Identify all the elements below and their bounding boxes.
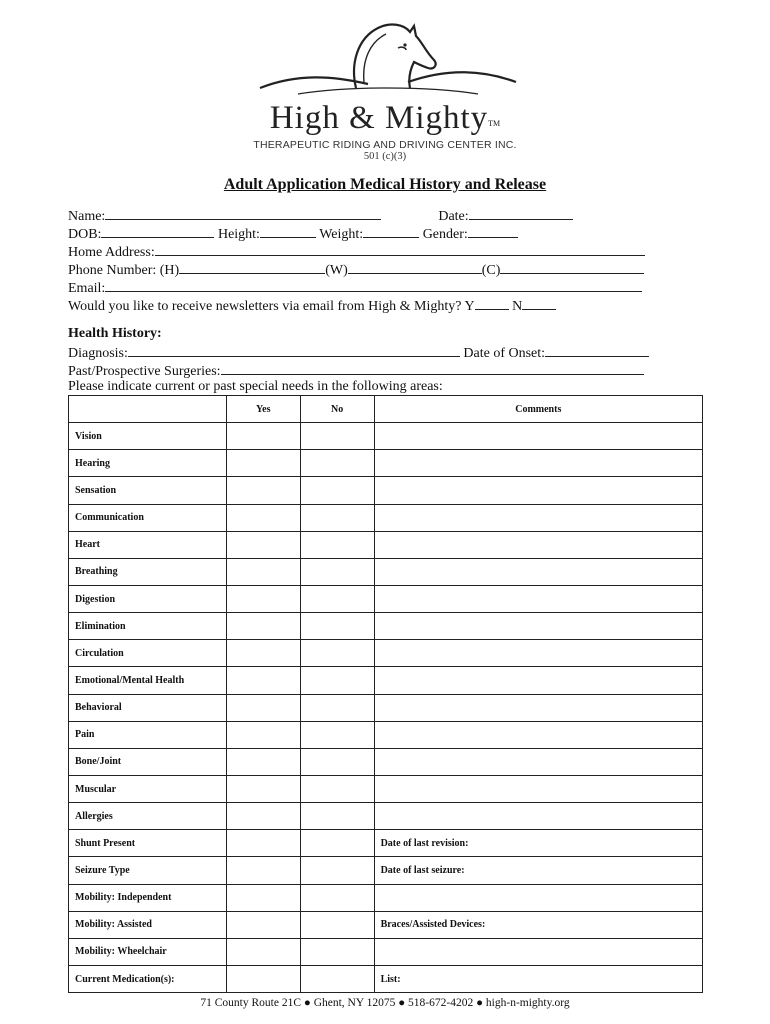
yes-cell[interactable] (226, 884, 300, 911)
comments-cell[interactable] (374, 477, 702, 504)
table-row (69, 585, 703, 612)
onset-label: Date of Onset: (463, 346, 546, 361)
no-cell[interactable] (300, 911, 374, 938)
comments-cell[interactable] (374, 585, 702, 612)
table-row (69, 884, 703, 911)
yes-cell[interactable] (226, 450, 300, 477)
comments-cell[interactable] (374, 640, 702, 667)
header-no: No (300, 396, 374, 423)
name-label: Name: (68, 209, 106, 224)
row-label: Circulation (69, 640, 227, 667)
table-row (69, 477, 703, 504)
yes-cell[interactable] (226, 694, 300, 721)
brand-nonprofit-status: 501 (c)(3) (363, 151, 407, 162)
comments-cell[interactable] (374, 531, 702, 558)
row-label: Current Medication(s): (69, 965, 227, 992)
no-cell[interactable] (300, 531, 374, 558)
row-label: Muscular (69, 775, 227, 802)
height-label: Height: (217, 227, 260, 242)
row-label: Pain (69, 721, 227, 748)
yes-cell[interactable] (226, 748, 300, 775)
phone-cell-label: (C) (481, 263, 501, 278)
comments-cell[interactable] (374, 775, 702, 802)
no-cell[interactable] (300, 423, 374, 450)
health-history-heading: Health History: (68, 326, 162, 341)
weight-field[interactable] (363, 225, 419, 238)
diagnosis-field[interactable] (128, 344, 460, 357)
yes-cell[interactable] (226, 640, 300, 667)
table-row (69, 775, 703, 802)
no-cell[interactable] (300, 613, 374, 640)
no-cell[interactable] (300, 558, 374, 585)
table-row (69, 938, 703, 965)
comments-cell[interactable] (374, 803, 702, 830)
row-label: Sensation (69, 477, 227, 504)
no-cell[interactable] (300, 775, 374, 802)
comments-cell[interactable] (374, 613, 702, 640)
comments-cell[interactable] (374, 748, 702, 775)
table-row (69, 450, 703, 477)
email-field[interactable] (105, 279, 642, 292)
table-row (69, 911, 703, 938)
row-label: Allergies (69, 803, 227, 830)
no-cell[interactable] (300, 640, 374, 667)
comments-cell[interactable]: Date of last seizure: (374, 857, 702, 884)
onset-field[interactable] (545, 344, 649, 357)
name-field[interactable] (105, 207, 381, 220)
table-row (69, 558, 703, 585)
dob-field[interactable] (101, 225, 214, 238)
table-row (69, 667, 703, 694)
no-cell[interactable] (300, 477, 374, 504)
row-label: Elimination (69, 613, 227, 640)
yes-cell[interactable] (226, 477, 300, 504)
comments-cell[interactable]: List: (374, 965, 702, 992)
name-date-line (68, 207, 573, 225)
no-cell[interactable] (300, 965, 374, 992)
gender-label: Gender: (422, 227, 468, 242)
yes-cell[interactable] (226, 857, 300, 884)
phone-cell-field[interactable] (500, 261, 644, 274)
no-cell[interactable] (300, 450, 374, 477)
comments-cell[interactable]: Braces/Assisted Devices: (374, 911, 702, 938)
weight-label: Weight: (319, 227, 364, 242)
row-label: Bone/Joint (69, 748, 227, 775)
yes-cell[interactable] (226, 830, 300, 857)
no-cell[interactable] (300, 504, 374, 531)
no-cell[interactable] (300, 748, 374, 775)
address-field[interactable] (155, 243, 645, 256)
organization-logo (0, 0, 770, 165)
surgeries-line (68, 362, 644, 380)
row-label: Mobility: Wheelchair (69, 938, 227, 965)
newsletter-question: Would you like to receive newsletters via email from High & Mighty? Y (68, 299, 475, 314)
newsletter-no-field[interactable] (522, 297, 556, 310)
yes-cell[interactable] (226, 721, 300, 748)
table-row (69, 640, 703, 667)
row-label: Communication (69, 504, 227, 531)
row-label: Seizure Type (69, 857, 227, 884)
phone-work-field[interactable] (348, 261, 482, 274)
comments-cell[interactable] (374, 450, 702, 477)
comments-cell[interactable] (374, 423, 702, 450)
table-row (69, 830, 703, 857)
table-header-row (69, 396, 703, 423)
surgeries-field[interactable] (221, 362, 644, 375)
yes-cell[interactable] (226, 938, 300, 965)
table-row (69, 721, 703, 748)
form-title: Adult Application Medical History and Release (223, 176, 547, 193)
table-row (69, 748, 703, 775)
comments-cell[interactable] (374, 667, 702, 694)
yes-cell[interactable] (226, 585, 300, 612)
height-field[interactable] (260, 225, 316, 238)
surgeries-label: Past/Prospective Surgeries: (68, 364, 221, 379)
table-row (69, 694, 703, 721)
yes-cell[interactable] (226, 775, 300, 802)
comments-cell[interactable] (374, 504, 702, 531)
newsletter-line (68, 297, 556, 315)
table-row (69, 423, 703, 450)
header-area (69, 396, 227, 423)
diagnosis-label: Diagnosis: (68, 346, 128, 361)
table-row (69, 857, 703, 884)
no-cell[interactable] (300, 857, 374, 884)
comments-cell[interactable] (374, 558, 702, 585)
no-cell[interactable] (300, 803, 374, 830)
row-label: Digestion (69, 585, 227, 612)
comments-cell[interactable]: Date of last revision: (374, 830, 702, 857)
yes-cell[interactable] (226, 558, 300, 585)
row-label: Hearing (69, 450, 227, 477)
newsletter-yes-field[interactable] (475, 297, 509, 310)
row-label: Shunt Present (69, 830, 227, 857)
no-cell[interactable] (300, 721, 374, 748)
email-line (68, 279, 642, 297)
special-needs-table (68, 395, 703, 993)
no-cell[interactable] (300, 884, 374, 911)
dob-line (68, 225, 518, 243)
trademark-mark: TM (488, 119, 501, 128)
table-row (69, 965, 703, 992)
yes-cell[interactable] (226, 613, 300, 640)
yes-cell[interactable] (226, 504, 300, 531)
yes-cell[interactable] (226, 667, 300, 694)
row-label: Heart (69, 531, 227, 558)
row-label: Vision (69, 423, 227, 450)
diagnosis-line (68, 344, 649, 362)
newsletter-no-label: N (512, 299, 523, 314)
comments-cell[interactable] (374, 938, 702, 965)
yes-cell[interactable] (226, 911, 300, 938)
special-needs-instructions: Please indicate current or past special needs in the following areas: (68, 379, 443, 394)
header-comments: Comments (374, 396, 702, 423)
row-label: Behavioral (69, 694, 227, 721)
yes-cell[interactable] (226, 423, 300, 450)
date-label: Date: (438, 209, 469, 224)
row-label: Emotional/Mental Health (69, 667, 227, 694)
no-cell[interactable] (300, 667, 374, 694)
gender-field[interactable] (468, 225, 518, 238)
table-row (69, 613, 703, 640)
no-cell[interactable] (300, 938, 374, 965)
brand-subtitle: THERAPEUTIC RIDING AND DRIVING CENTER INC. (253, 139, 517, 151)
comments-cell[interactable] (374, 721, 702, 748)
header-yes: Yes (226, 396, 300, 423)
table-row (69, 803, 703, 830)
phone-work-label: (W) (325, 263, 348, 278)
address-label: Home Address: (68, 245, 155, 260)
brand-name: High & MightyTM (269, 100, 501, 136)
date-field[interactable] (469, 207, 573, 220)
phone-home-field[interactable] (179, 261, 325, 274)
no-cell[interactable] (300, 830, 374, 857)
table-row (69, 531, 703, 558)
no-cell[interactable] (300, 585, 374, 612)
phone-home-label: Phone Number: (H) (68, 263, 180, 278)
email-label: Email: (68, 281, 106, 296)
horse-head-logo-icon (258, 18, 518, 100)
phone-line (68, 261, 644, 279)
yes-cell[interactable] (226, 803, 300, 830)
no-cell[interactable] (300, 694, 374, 721)
row-label: Mobility: Assisted (69, 911, 227, 938)
table-row (69, 504, 703, 531)
row-label: Breathing (69, 558, 227, 585)
dob-label: DOB: (68, 227, 102, 242)
address-line (68, 243, 645, 261)
row-label: Mobility: Independent (69, 884, 227, 911)
yes-cell[interactable] (226, 531, 300, 558)
yes-cell[interactable] (226, 965, 300, 992)
footer-address: 71 County Route 21C ● Ghent, NY 12075 ● 518-672-4202 ● high-n-mighty.org (200, 997, 570, 1009)
comments-cell[interactable] (374, 884, 702, 911)
comments-cell[interactable] (374, 694, 702, 721)
